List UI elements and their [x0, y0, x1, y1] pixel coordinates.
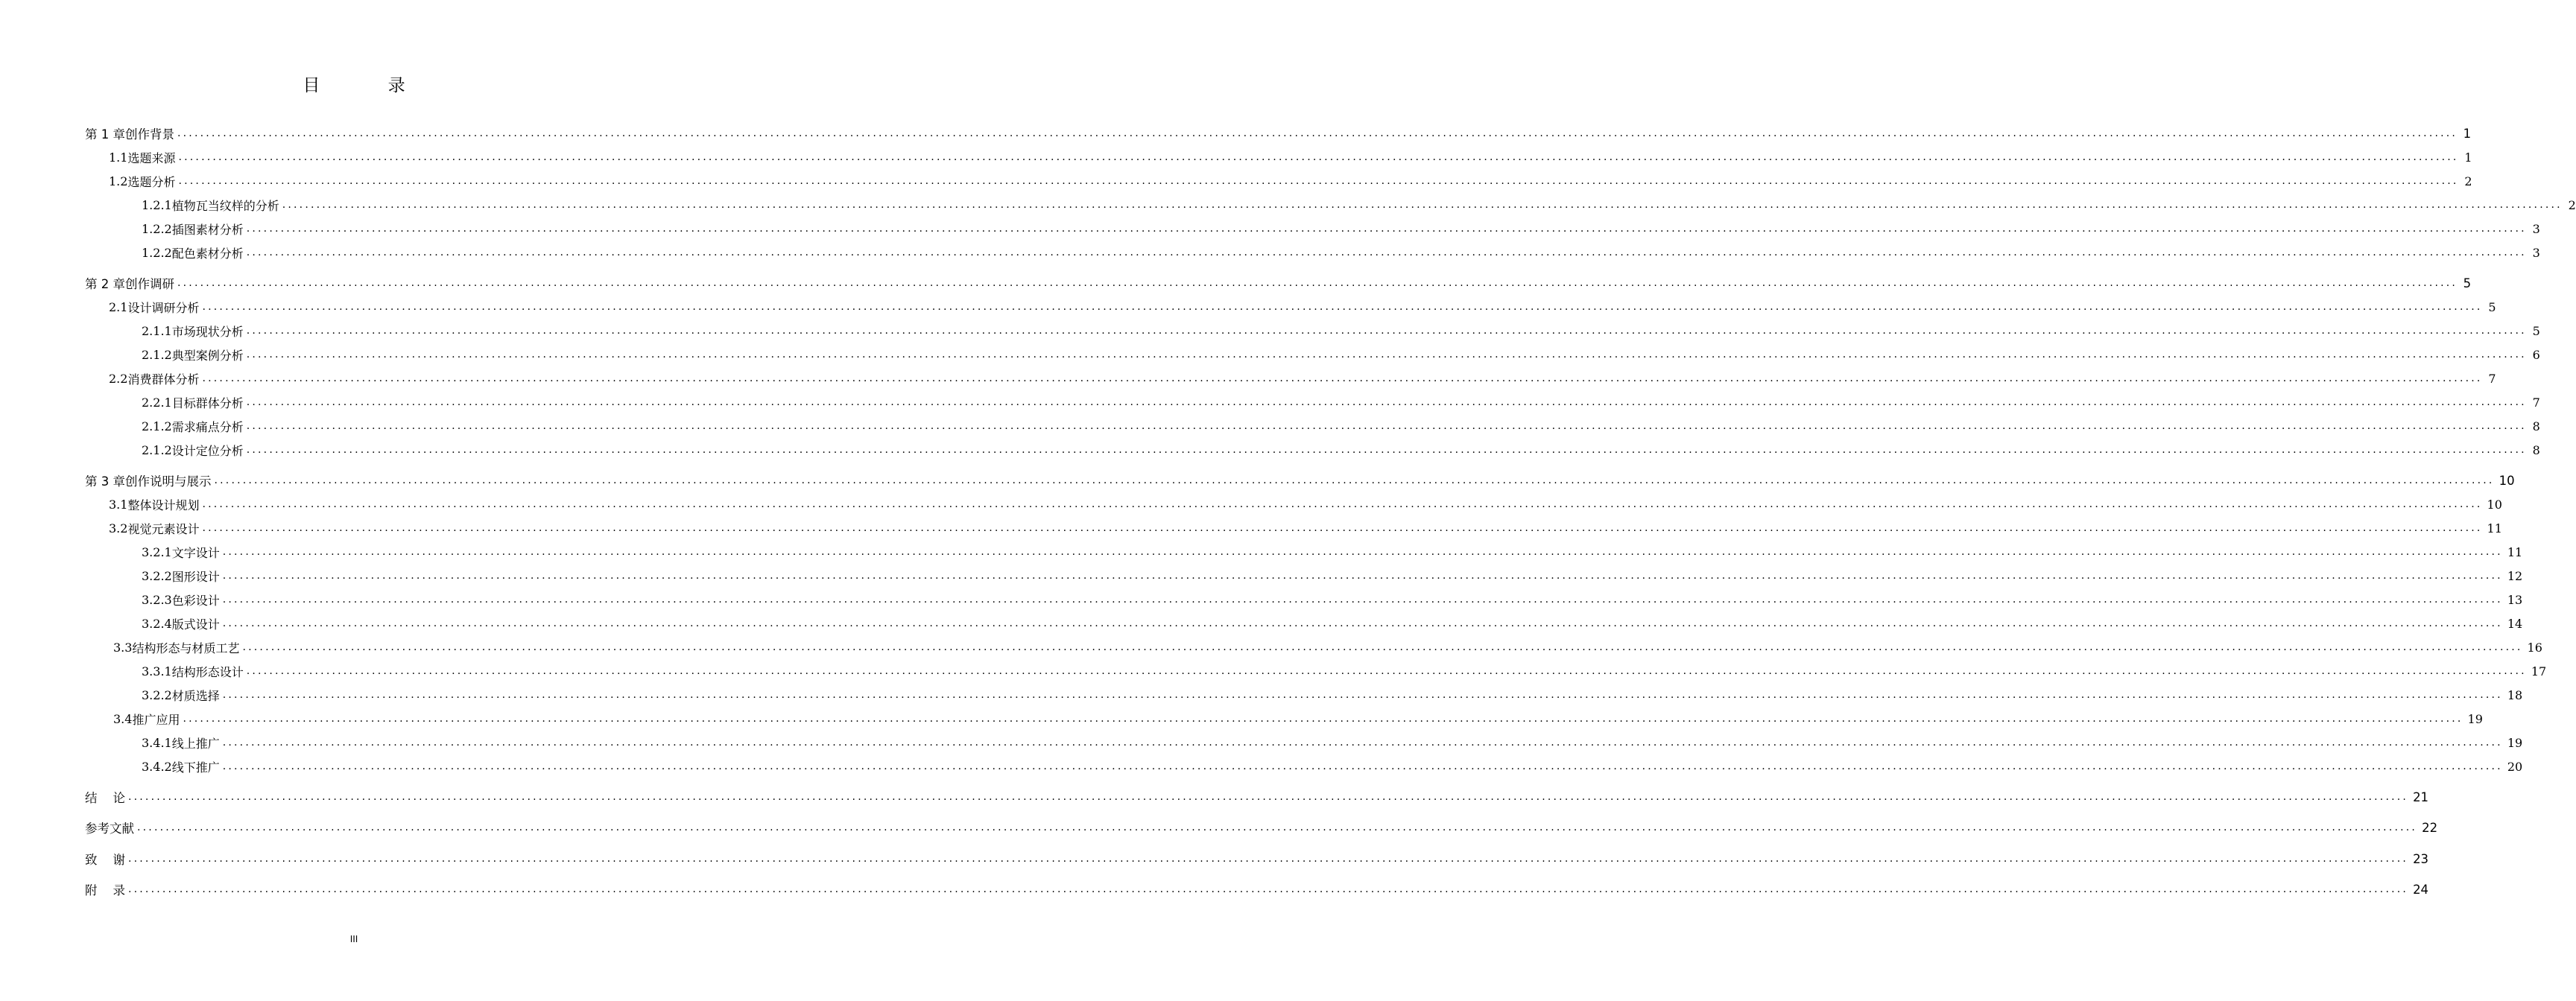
toc-entry-page: 1 — [2463, 126, 2472, 141]
toc-entry-label: 参考文献 — [85, 822, 134, 836]
toc-entry-label: 推广应用 — [132, 712, 180, 727]
toc-entry[interactable] — [0, 612, 2523, 635]
toc-entry[interactable] — [0, 320, 2540, 342]
toc-leader-dots: ................................................................................................................................................................................................................................................................................................................................................................................................................ — [127, 853, 2409, 865]
toc-entry-page: 19 — [2507, 735, 2523, 750]
toc-entry-label: 线上推广 — [171, 736, 220, 751]
toc-entry-number: 1.2.1 — [142, 197, 172, 212]
toc-entry-number: 第 1 章 — [85, 127, 125, 142]
toc-entry-number: 2.1.2 — [142, 419, 172, 433]
toc-entry-label: 材质选择 — [171, 688, 220, 703]
toc-entry-label: 线下推广 — [171, 760, 220, 775]
toc-entry-number: 3.3 — [113, 640, 133, 655]
toc-entry-label: 文字设计 — [171, 545, 220, 560]
toc-entry[interactable] — [0, 391, 2540, 413]
toc-entry-page: 14 — [2507, 616, 2523, 631]
toc-leader-dots: ................................................................................................................................................................................................................................................................................................................................................................................................................ — [246, 396, 2527, 408]
toc-entry-label: 选题分析 — [127, 174, 176, 189]
toc-entry-number: 3.4.2 — [142, 759, 172, 774]
toc-entry[interactable] — [0, 816, 2438, 839]
toc-leader-dots: ................................................................................................................................................................................................................................................................................................................................................................................................................ — [137, 822, 2418, 833]
toc-entry[interactable] — [0, 469, 2515, 492]
toc-entry-label: 创作调研 — [125, 277, 174, 291]
toc-entry[interactable] — [0, 660, 2547, 682]
toc-leader-dots: ................................................................................................................................................................................................................................................................................................................................................................................................................ — [222, 546, 2503, 558]
page-title: 目 录 — [303, 76, 437, 95]
toc-entry-label: 创作说明与展示 — [125, 474, 212, 489]
toc-entry[interactable] — [0, 684, 2523, 706]
toc-entry-number: 3.4 — [113, 711, 133, 726]
toc-entry-label: 结 论 — [85, 791, 125, 805]
toc-entry-page: 3 — [2532, 245, 2540, 260]
toc-entry-label: 植物瓦当纹样的分析 — [171, 198, 279, 213]
toc-entry[interactable] — [0, 731, 2523, 754]
toc-entry-page: 17 — [2531, 664, 2547, 679]
toc-entry-page: 16 — [2527, 640, 2542, 655]
toc-entry-label: 色彩设计 — [171, 593, 220, 608]
toc-entry-number: 2.2 — [109, 371, 128, 386]
toc-entry-number: 第 2 章 — [85, 277, 125, 291]
toc-leader-dots: ................................................................................................................................................................................................................................................................................................................................................................................................................ — [282, 199, 2563, 211]
toc-entry-number: 3.2.4 — [142, 616, 172, 631]
toc-leader-dots: ................................................................................................................................................................................................................................................................................................................................................................................................................ — [246, 444, 2527, 456]
toc-entry-page: 23 — [2413, 851, 2429, 866]
toc-entry-page: 18 — [2507, 687, 2523, 702]
toc-entry-page: 10 — [2499, 473, 2515, 488]
toc-entry-label: 市场现状分析 — [171, 324, 244, 339]
toc-entry-label: 图形设计 — [171, 569, 220, 584]
toc-entry[interactable] — [0, 272, 2472, 294]
toc-leader-dots: ................................................................................................................................................................................................................................................................................................................................................................................................................ — [222, 570, 2503, 582]
toc-entry-label: 需求痛点分析 — [171, 419, 244, 434]
toc-leader-dots: ................................................................................................................................................................................................................................................................................................................................................................................................................ — [222, 594, 2503, 606]
toc-entry-number: 3.1 — [109, 497, 128, 512]
toc-entry-page: 3 — [2532, 221, 2540, 236]
toc-entry[interactable] — [0, 241, 2540, 264]
toc-leader-dots: ................................................................................................................................................................................................................................................................................................................................................................................................................ — [177, 127, 2458, 139]
toc-entry-number: 3.4.1 — [142, 735, 172, 750]
toc-entry-page: 12 — [2507, 568, 2523, 583]
toc-entry[interactable] — [0, 170, 2472, 192]
toc-leader-dots: ................................................................................................................................................................................................................................................................................................................................................................................................................ — [246, 247, 2527, 258]
toc-leader-dots: ................................................................................................................................................................................................................................................................................................................................................................................................................ — [214, 474, 2495, 486]
toc-leader-dots: ................................................................................................................................................................................................................................................................................................................................................................................................................ — [202, 301, 2483, 313]
toc-entry-page: 7 — [2532, 395, 2540, 410]
toc-entry[interactable] — [0, 588, 2523, 611]
toc-entry-number: 3.2.1 — [142, 544, 172, 559]
toc-entry[interactable] — [0, 415, 2540, 437]
toc-entry-number: 1.2.2 — [142, 245, 172, 260]
toc-entry-page: 22 — [2422, 820, 2438, 835]
toc-entry-label: 选题来源 — [127, 150, 176, 165]
toc-entry[interactable] — [0, 636, 2542, 658]
toc-entry[interactable] — [0, 122, 2472, 144]
toc-entry[interactable] — [0, 343, 2540, 366]
toc-entry-label: 致 谢 — [85, 853, 125, 867]
toc-entry-label: 消费群体分析 — [127, 372, 200, 387]
toc-entry-number: 3.3.1 — [142, 664, 172, 679]
toc-entry-number: 1.2.2 — [142, 221, 172, 236]
toc-entry-label: 配色素材分析 — [171, 246, 244, 261]
toc-entry-number: 2.1.2 — [142, 442, 172, 457]
toc-entry-label: 附 录 — [85, 883, 125, 897]
toc-entry[interactable] — [0, 541, 2523, 563]
toc-leader-dots: ................................................................................................................................................................................................................................................................................................................................................................................................................ — [178, 175, 2459, 187]
toc-entry-page: 7 — [2488, 371, 2496, 386]
toc-entry-page: 8 — [2532, 419, 2540, 433]
toc-entry-label: 结构形态与材质工艺 — [132, 641, 240, 655]
toc-leader-dots: ................................................................................................................................................................................................................................................................................................................................................................................................................ — [127, 791, 2409, 803]
toc-entry[interactable] — [0, 296, 2496, 318]
toc-entry-label: 结构形态设计 — [171, 664, 244, 679]
toc-entry[interactable] — [0, 493, 2502, 515]
toc-entry-page: 2 — [2464, 174, 2472, 188]
toc-entry-label: 创作背景 — [125, 127, 174, 142]
toc-leader-dots: ................................................................................................................................................................................................................................................................................................................................................................................................................ — [246, 665, 2527, 677]
toc-leader-dots: ................................................................................................................................................................................................................................................................................................................................................................................................................ — [222, 617, 2503, 629]
toc-entry[interactable] — [0, 439, 2540, 461]
toc-leader-dots: ................................................................................................................................................................................................................................................................................................................................................................................................................ — [178, 151, 2459, 163]
toc-entry-page: 5 — [2463, 276, 2472, 290]
toc-leader-dots: ................................................................................................................................................................................................................................................................................................................................................................................................................ — [246, 325, 2527, 337]
toc-entry[interactable] — [0, 565, 2523, 587]
toc-entry-page: 19 — [2467, 711, 2483, 726]
toc-entry-number: 3.2.2 — [142, 568, 172, 583]
toc-entry-page: 5 — [2488, 299, 2496, 314]
toc-entry-label: 设计调研分析 — [127, 300, 200, 315]
toc-entry-number: 3.2 — [109, 521, 128, 536]
toc-entry-number: 1.2 — [109, 174, 128, 188]
toc-entry-page: 11 — [2507, 544, 2523, 559]
toc-entry[interactable] — [0, 367, 2496, 390]
toc-entry-page: 21 — [2413, 789, 2429, 804]
toc-entry[interactable] — [0, 786, 2429, 808]
toc-leader-dots: ................................................................................................................................................................................................................................................................................................................................................................................................................ — [202, 372, 2483, 384]
toc-leader-dots: ................................................................................................................................................................................................................................................................................................................................................................................................................ — [202, 522, 2483, 534]
toc-entry-label: 目标群体分析 — [171, 395, 244, 410]
toc-entry-label: 版式设计 — [171, 617, 220, 632]
toc-entry-number: 第 3 章 — [85, 474, 125, 489]
toc-leader-dots: ................................................................................................................................................................................................................................................................................................................................................................................................................ — [222, 737, 2503, 749]
toc-leader-dots: ................................................................................................................................................................................................................................................................................................................................................................................................................ — [127, 883, 2409, 895]
toc-entry[interactable] — [0, 217, 2540, 240]
toc-entry[interactable] — [0, 755, 2523, 778]
toc-leader-dots: ................................................................................................................................................................................................................................................................................................................................................................................................................ — [177, 277, 2458, 289]
toc-entry-label: 设计定位分析 — [171, 443, 244, 458]
toc-entry[interactable] — [0, 517, 2502, 539]
toc-entry-label: 插图素材分析 — [171, 222, 244, 237]
toc-entry-number: 3.2.2 — [142, 687, 172, 702]
toc-leader-dots: ................................................................................................................................................................................................................................................................................................................................................................................................................ — [222, 689, 2503, 701]
toc-entry-page: 10 — [2487, 497, 2502, 512]
toc-entry[interactable] — [0, 146, 2472, 168]
toc-entry[interactable] — [0, 878, 2429, 900]
toc-entry[interactable] — [0, 194, 2576, 216]
toc-entry-number: 3.2.3 — [142, 592, 172, 607]
toc-entry-label: 典型案例分析 — [171, 348, 244, 363]
toc-entry-page: 5 — [2532, 323, 2540, 338]
toc-entry-page: 1 — [2464, 150, 2472, 165]
toc-entry-page: 6 — [2532, 347, 2540, 362]
toc-leader-dots: ................................................................................................................................................................................................................................................................................................................................................................................................................ — [183, 713, 2463, 725]
toc-leader-dots: ................................................................................................................................................................................................................................................................................................................................................................................................................ — [246, 420, 2527, 432]
toc-entry-label: 整体设计规划 — [127, 498, 200, 512]
toc-entry-number: 1.1 — [109, 150, 128, 165]
toc-entry[interactable] — [0, 848, 2429, 870]
toc-entry-number: 2.1.2 — [142, 347, 172, 362]
toc-entry-page: 11 — [2487, 521, 2502, 536]
toc-leader-dots: ................................................................................................................................................................................................................................................................................................................................................................................................................ — [246, 349, 2527, 360]
toc-entry-page: 13 — [2507, 592, 2523, 607]
toc-entry-number: 2.1.1 — [142, 323, 172, 338]
toc-entry-page: 24 — [2413, 882, 2429, 897]
toc-entry[interactable] — [0, 708, 2483, 730]
toc-entry-page: 8 — [2532, 442, 2540, 457]
toc-leader-dots: ................................................................................................................................................................................................................................................................................................................................................................................................................ — [242, 641, 2523, 653]
toc-entry-page: 20 — [2507, 759, 2523, 774]
toc-leader-dots: ................................................................................................................................................................................................................................................................................................................................................................................................................ — [202, 498, 2483, 510]
toc-entry-page: 2 — [2568, 197, 2576, 212]
toc-leader-dots: ................................................................................................................................................................................................................................................................................................................................................................................................................ — [222, 760, 2503, 772]
page-number-footer: III — [349, 934, 358, 944]
toc-entry-number: 2.1 — [109, 299, 128, 314]
toc-leader-dots: ................................................................................................................................................................................................................................................................................................................................................................................................................ — [246, 223, 2527, 235]
toc-entry-number: 2.2.1 — [142, 395, 172, 410]
toc-entry-label: 视觉元素设计 — [127, 521, 200, 536]
